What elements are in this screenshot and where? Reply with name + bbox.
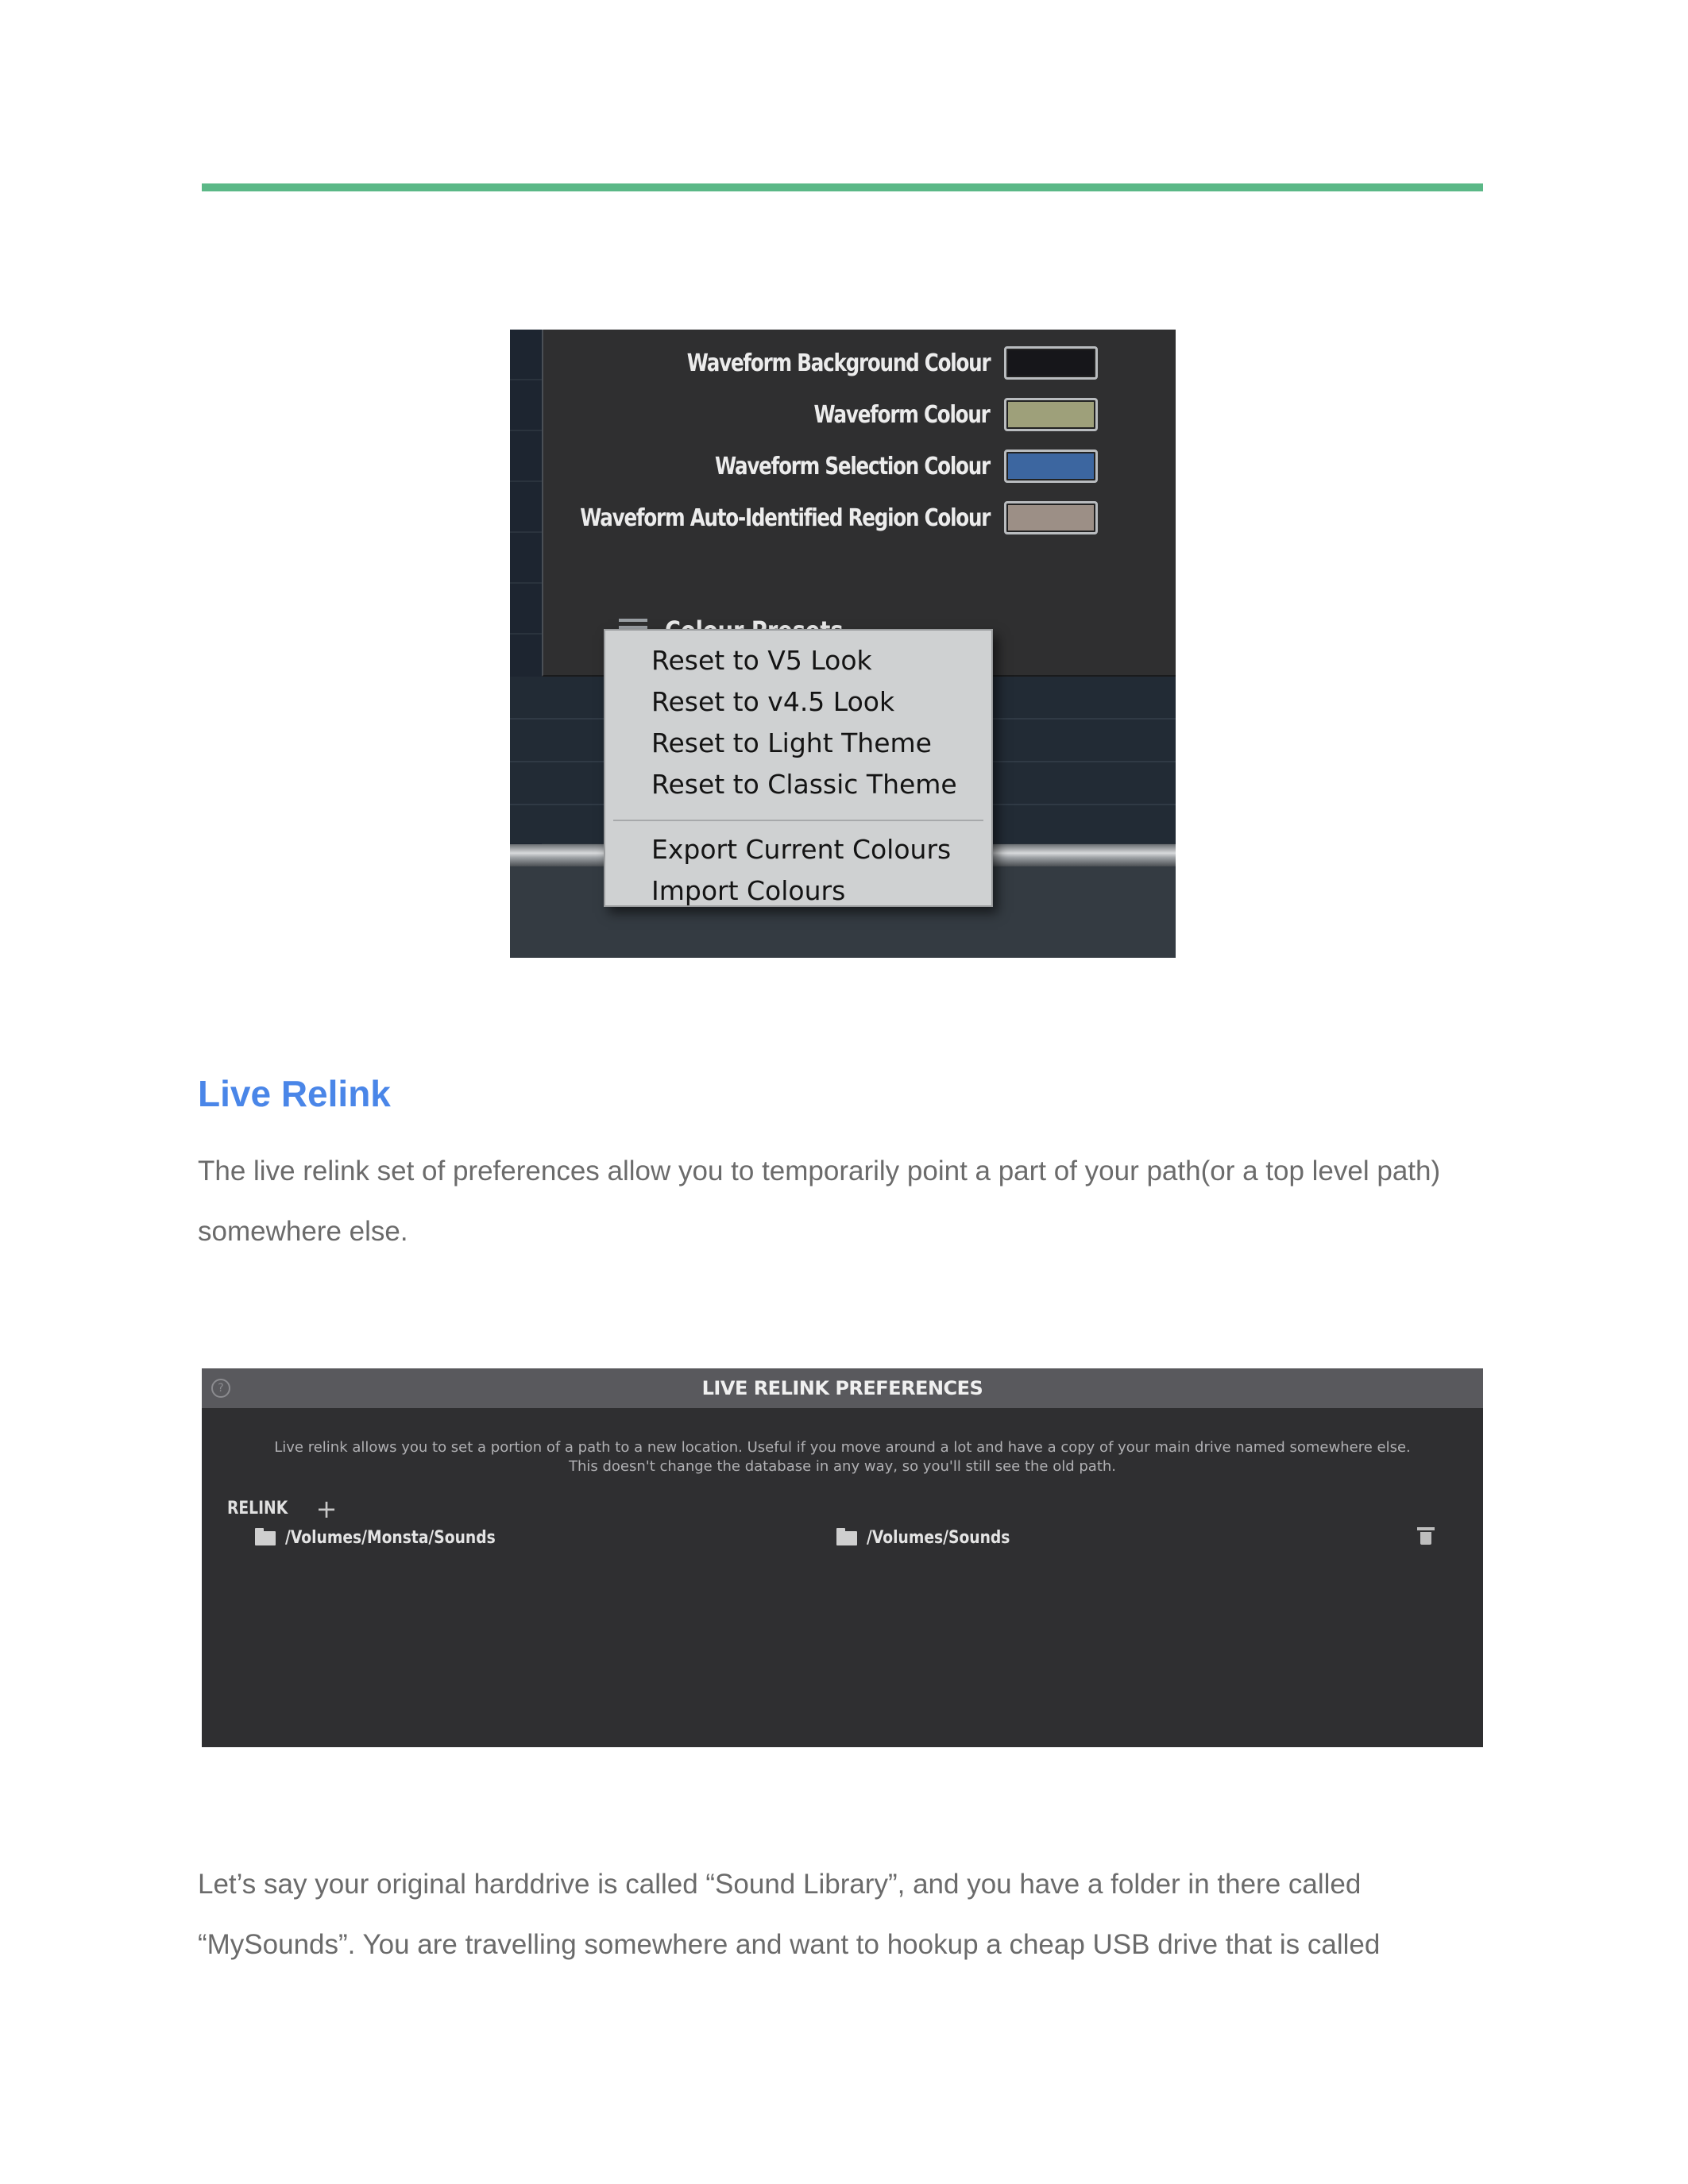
colour-swatch-waveform-background[interactable] xyxy=(1004,346,1098,380)
colour-row-label: Waveform Selection Colour xyxy=(715,452,990,480)
target-path-text: /Volumes/Sounds xyxy=(867,1528,1010,1548)
live-relink-preferences-screenshot xyxy=(202,1368,1483,1747)
add-relink-button[interactable]: + xyxy=(315,1493,338,1524)
colour-row-waveform-selection xyxy=(655,445,1098,488)
header-rule xyxy=(202,183,1483,191)
colour-presets-menu xyxy=(604,629,993,907)
folder-icon xyxy=(836,1531,857,1545)
folder-icon xyxy=(255,1531,276,1545)
menu-item-reset-v5[interactable]: Reset to V5 Look xyxy=(651,645,872,676)
colour-row-waveform xyxy=(775,393,1098,436)
menu-item-reset-light[interactable]: Reset to Light Theme xyxy=(651,727,932,758)
relink-section xyxy=(227,1493,338,1524)
colour-preferences-panel xyxy=(542,330,1176,677)
section-heading: Live Relink xyxy=(198,1073,391,1114)
colour-row-label: Waveform Colour xyxy=(813,400,990,429)
intro-paragraph: The live relink set of preferences allow you to temporarily point a part of your path(or a top level path) somewhere else. xyxy=(198,1156,1441,1247)
description-line-2: This doesn't change the database in any way, so you'll still see the old path. xyxy=(568,1458,1117,1475)
colour-preferences-screenshot xyxy=(510,330,1176,958)
colour-row-waveform-background xyxy=(620,341,1098,384)
menu-item-reset-classic[interactable]: Reset to Classic Theme xyxy=(651,769,957,800)
colour-swatch-waveform-selection[interactable] xyxy=(1004,450,1098,483)
help-icon[interactable]: ? xyxy=(211,1379,230,1398)
colour-swatch-waveform[interactable] xyxy=(1004,398,1098,431)
colour-row-label: Waveform Auto-Identified Region Colour xyxy=(580,504,990,532)
example-paragraph: Let’s say your original harddrive is called “Sound Library”, and you have a folder in there called “MySounds”. You are travelling somewhere and want to hookup a cheap USB drive that is called xyxy=(198,1869,1381,1960)
trash-icon[interactable] xyxy=(1419,1527,1433,1545)
preferences-title: LIVE RELINK PREFERENCES xyxy=(701,1377,983,1399)
menu-item-export-colours[interactable]: Export Current Colours xyxy=(651,834,952,865)
source-path-field[interactable] xyxy=(255,1528,532,1548)
colour-swatch-auto-identified-region[interactable] xyxy=(1004,501,1098,534)
menu-separator xyxy=(613,820,983,821)
preferences-description xyxy=(202,1438,1483,1476)
description-line-1: Live relink allows you to set a portion of a path to a new location. Useful if you move around a lot and have a copy of your main drive named somewhere else. xyxy=(274,1439,1411,1456)
menu-item-import-colours[interactable]: Import Colours xyxy=(651,875,846,906)
target-path-field[interactable] xyxy=(836,1528,1035,1548)
relink-label: RELINK xyxy=(227,1499,288,1518)
menu-item-reset-v45[interactable]: Reset to v4.5 Look xyxy=(651,686,895,717)
colour-row-auto-identified-region xyxy=(510,496,1098,539)
preferences-header xyxy=(202,1368,1483,1408)
colour-row-label: Waveform Background Colour xyxy=(686,349,990,377)
source-path-text: /Volumes/Monsta/Sounds xyxy=(285,1528,496,1548)
